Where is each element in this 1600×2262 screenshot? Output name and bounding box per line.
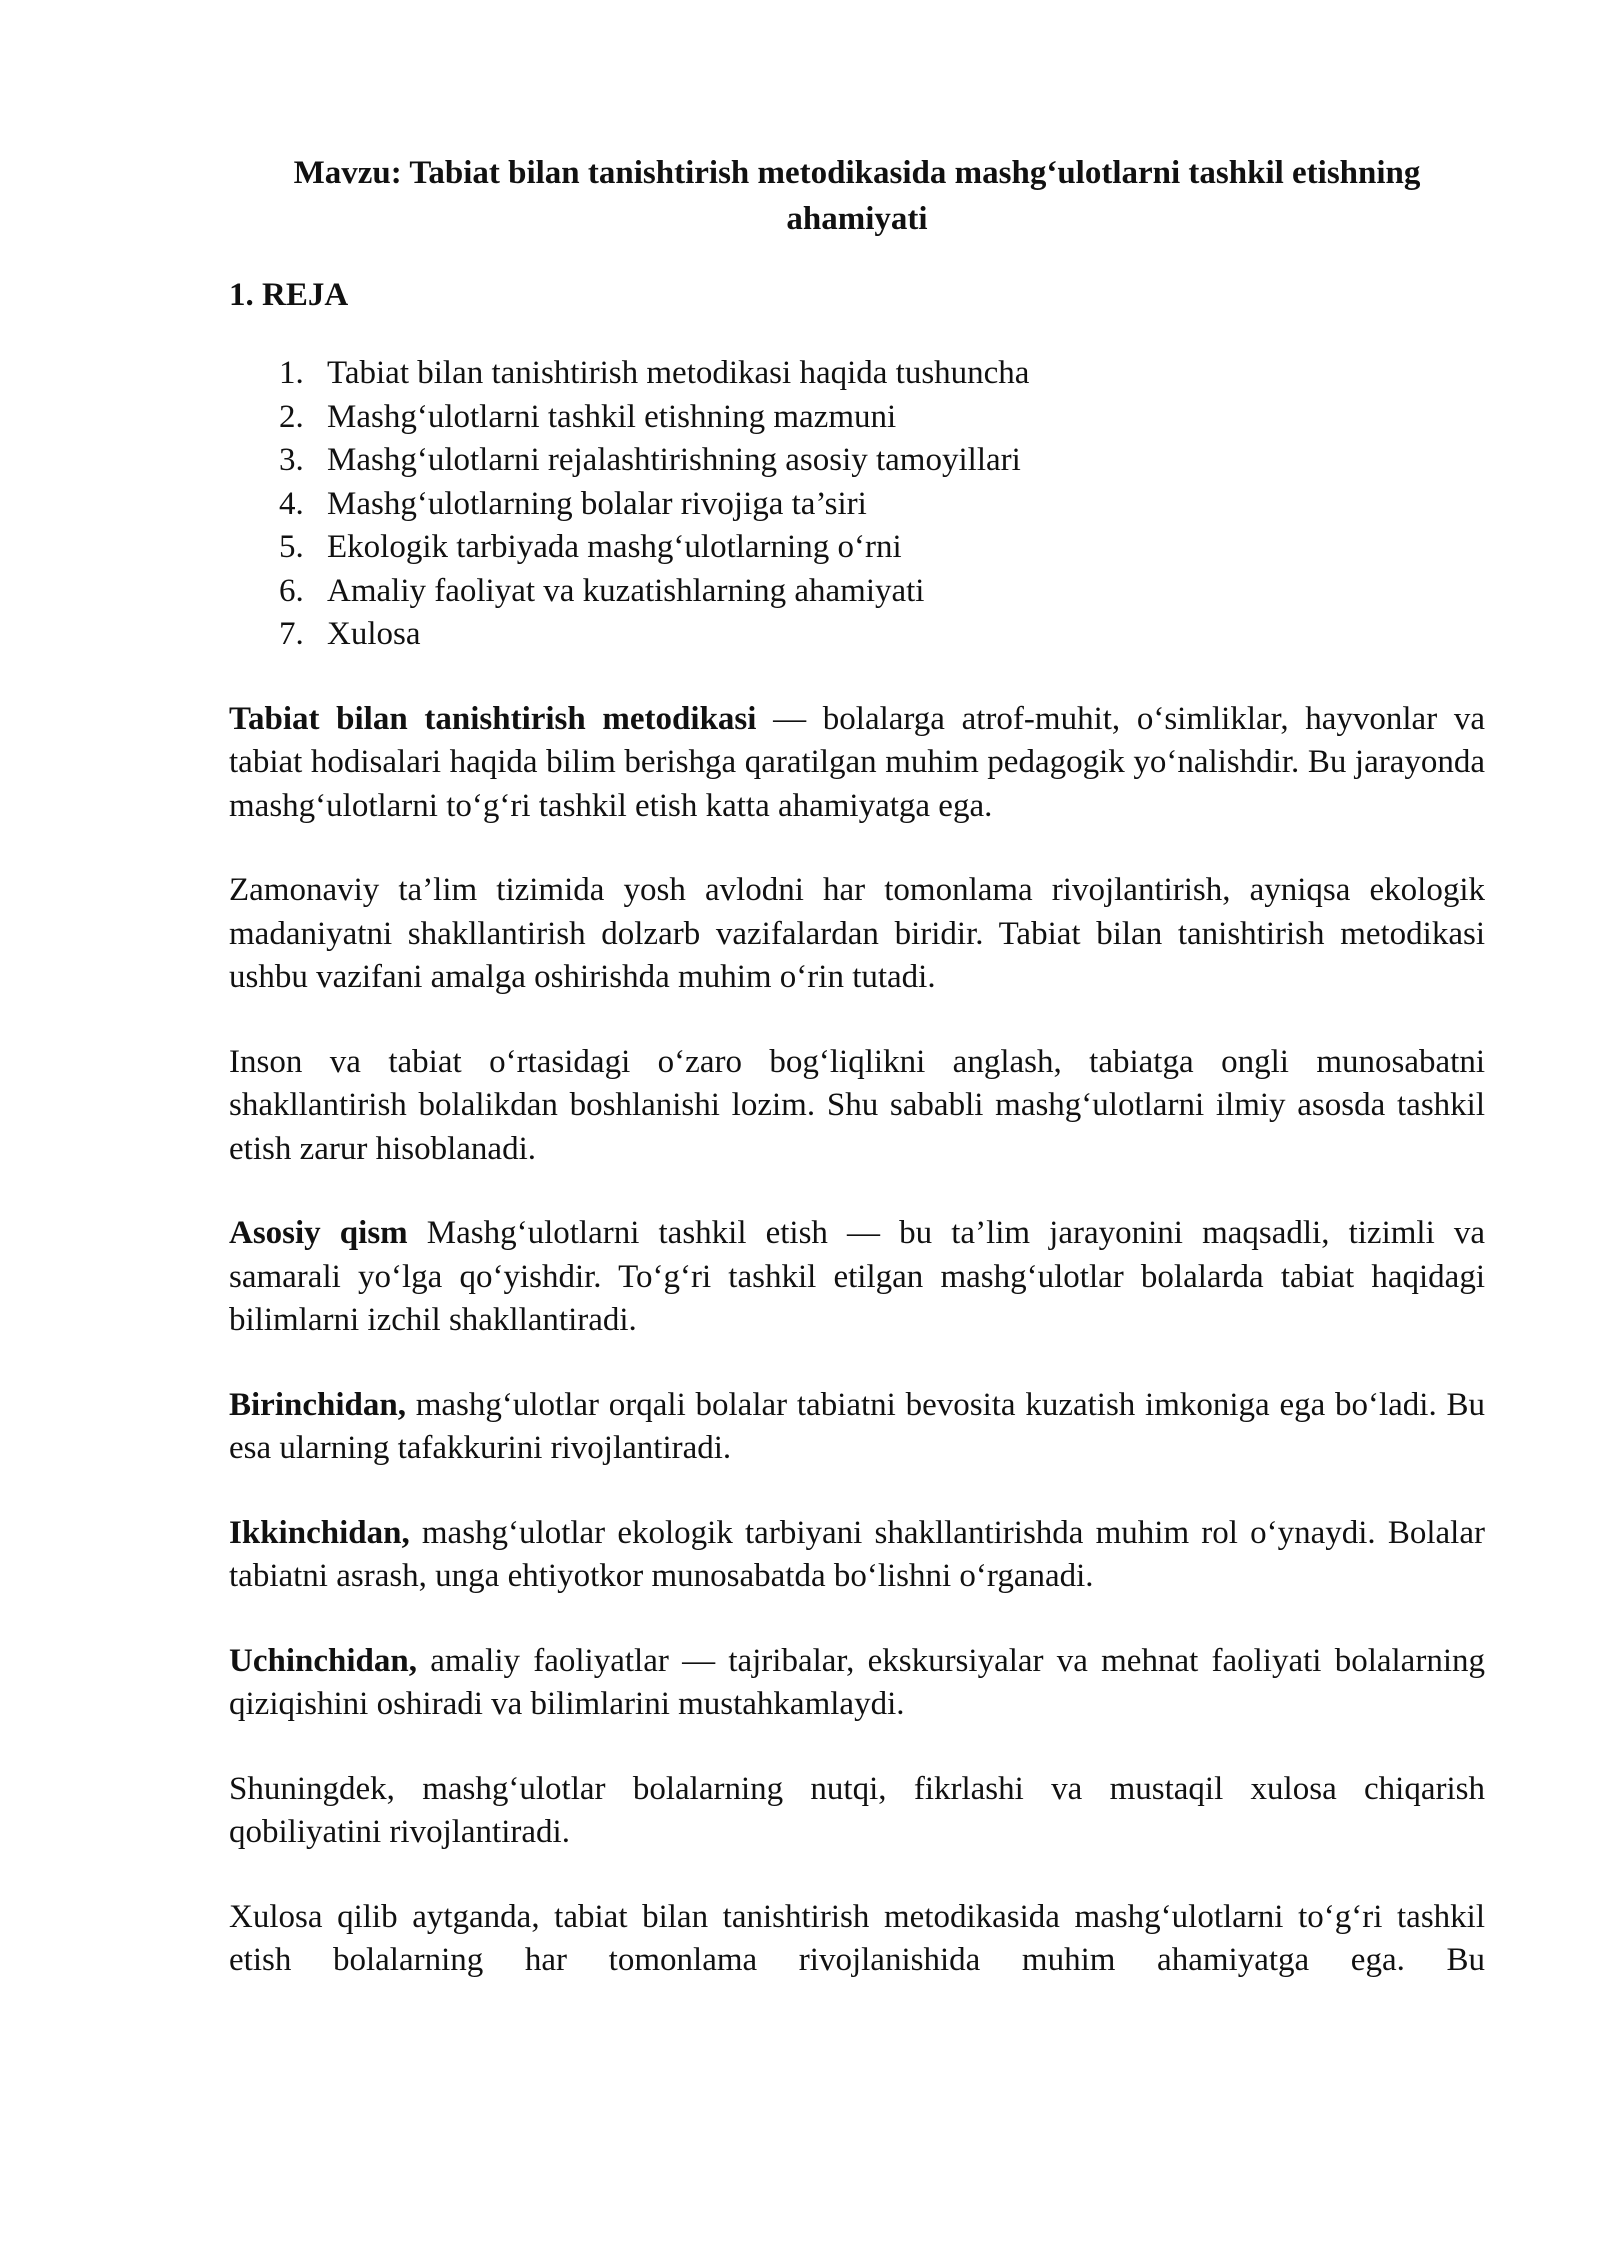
paragraph-lead: Tabiat bilan tanishtirish metodikasi (229, 700, 757, 737)
paragraph-body: Shuningdek, mashg‘ulotlar bolalarning nutqi, fikrlashi va mustaqil xulosa chiqarish qobiliyatini rivojlantiradi. (229, 1770, 1485, 1850)
document-title: Mavzu: Tabiat bilan tanishtirish metodikasida mashg‘ulotlarni tashkil etishning ahamiyati (293, 155, 1421, 237)
paragraph-body: mashg‘ulotlar ekologik tarbiyani shakllantirishda muhim rol o‘ynaydi. Bolalar tabiatni asrash, unga ehtiyotkor munosabatda bo‘lishni o‘rganadi. (229, 1514, 1485, 1594)
paragraph-conclusion (229, 1896, 1485, 1983)
plan-item-text: Mashg‘ulotlarni tashkil etishning mazmuni (327, 398, 897, 435)
plan-list (279, 352, 1485, 657)
paragraph-lead: Ikkinchidan, (229, 1514, 410, 1551)
paragraph-human-nature (229, 1041, 1485, 1172)
paragraph-body: mashg‘ulotlar orqali bolalar tabiatni bevosita kuzatish imkoniga ega bo‘ladi. Bu esa ularning tafakkurini rivojlantiradi. (229, 1386, 1485, 1466)
plan-item-text: Mashg‘ulotlarni rejalashtirishning asosiy tamoyillari (327, 442, 1021, 478)
plan-item-text: Amaliy faoliyat va kuzatishlarning ahamiyati (327, 572, 925, 609)
plan-item-number: 6. (279, 572, 304, 609)
plan-item-number: 4. (279, 485, 304, 522)
paragraph-methodology-definition (229, 698, 1485, 829)
paragraph-firstly (229, 1384, 1485, 1471)
plan-item-number: 3. (279, 442, 304, 478)
plan-item (279, 570, 1485, 614)
paragraph-lead: Birinchidan, (229, 1386, 406, 1423)
plan-item (279, 483, 1485, 527)
paragraph-body: — bolalarga atrof-muhit, o‘simliklar, hayvonlar va tabiat hodisalari haqida bilim berishga qaratilgan muhim pedagogik yo‘nalishdir. Bu jarayonda mashg‘ulotlarni to‘g‘ri tashkil etish katta ahamiyatga ega. (229, 700, 1486, 824)
paragraph-body: Mashg‘ulotlarni tashkil etish — bu ta’lim jarayonini maqsadli, tizimli va samarali yo‘lga qo‘yishdir. To‘g‘ri tashkil etilgan mashg‘ulotlar bolalarda tabiat haqidagi bilimlarni izchil shakllantiradi. (229, 1215, 1485, 1338)
paragraph-body: Xulosa qilib aytganda, tabiat bilan tanishtirish metodikasida mashg‘ulotlarni to‘g‘ri tashkil etish bolalarning har tomonlama rivojlanishida muhim ahamiyatga ega. Bu (229, 1898, 1485, 1978)
plan-item-text: Ekologik tarbiyada mashg‘ulotlarning o‘rni (327, 529, 902, 565)
plan-heading: 1. REJA (229, 277, 349, 313)
plan-item-number: 2. (279, 398, 304, 435)
plan-item-text: Xulosa (327, 616, 421, 652)
plan-item-text: Tabiat bilan tanishtirish metodikasi haqida tushuncha (327, 355, 1030, 391)
plan-item-number: 1. (279, 355, 304, 391)
paragraph-main-part (229, 1212, 1485, 1343)
plan-item-text: Mashg‘ulotlarning bolalar rivojiga ta’siri (327, 485, 867, 522)
paragraph-body: amaliy faoliyatlar — tajribalar, ekskursiyalar va mehnat faoliyati bolalarning qiziqishini oshiradi va bilimlarini mustahkamlaydi. (229, 1642, 1485, 1722)
plan-item (279, 439, 1485, 483)
plan-item (279, 526, 1485, 570)
plan-item (279, 613, 1485, 657)
paragraph-body: Inson va tabiat o‘rtasidagi o‘zaro bog‘liqlikni anglash, tabiatga ongli munosabatni shakllantirish bolalikdan boshlanishi lozim. Shu sababli mashg‘ulotlarni ilmiy asosda tashkil etish zarur hisoblanadi. (229, 1043, 1485, 1167)
plan-item-number: 5. (279, 529, 304, 565)
paragraph-body: Zamonaviy ta’lim tizimida yosh avlodni har tomonlama rivojlantirish, ayniqsa ekologik madaniyatni shakllantirish dolzarb vazifalardan biridir. Tabiat bilan tanishtirish metodikasi ushbu vazifani amalga oshirishda muhim o‘rin tutadi. (229, 872, 1485, 995)
plan-item (279, 396, 1485, 440)
paragraph-thirdly (229, 1640, 1485, 1727)
paragraph-lead: Uchinchidan, (229, 1642, 417, 1679)
plan-item-number: 7. (279, 616, 304, 652)
document-page (229, 150, 1485, 1983)
plan-item (279, 352, 1485, 396)
paragraph-additionally (229, 1768, 1485, 1855)
paragraph-secondly (229, 1512, 1485, 1599)
paragraph-modern-education (229, 869, 1485, 1000)
paragraph-lead: Asosiy qism (229, 1215, 408, 1251)
